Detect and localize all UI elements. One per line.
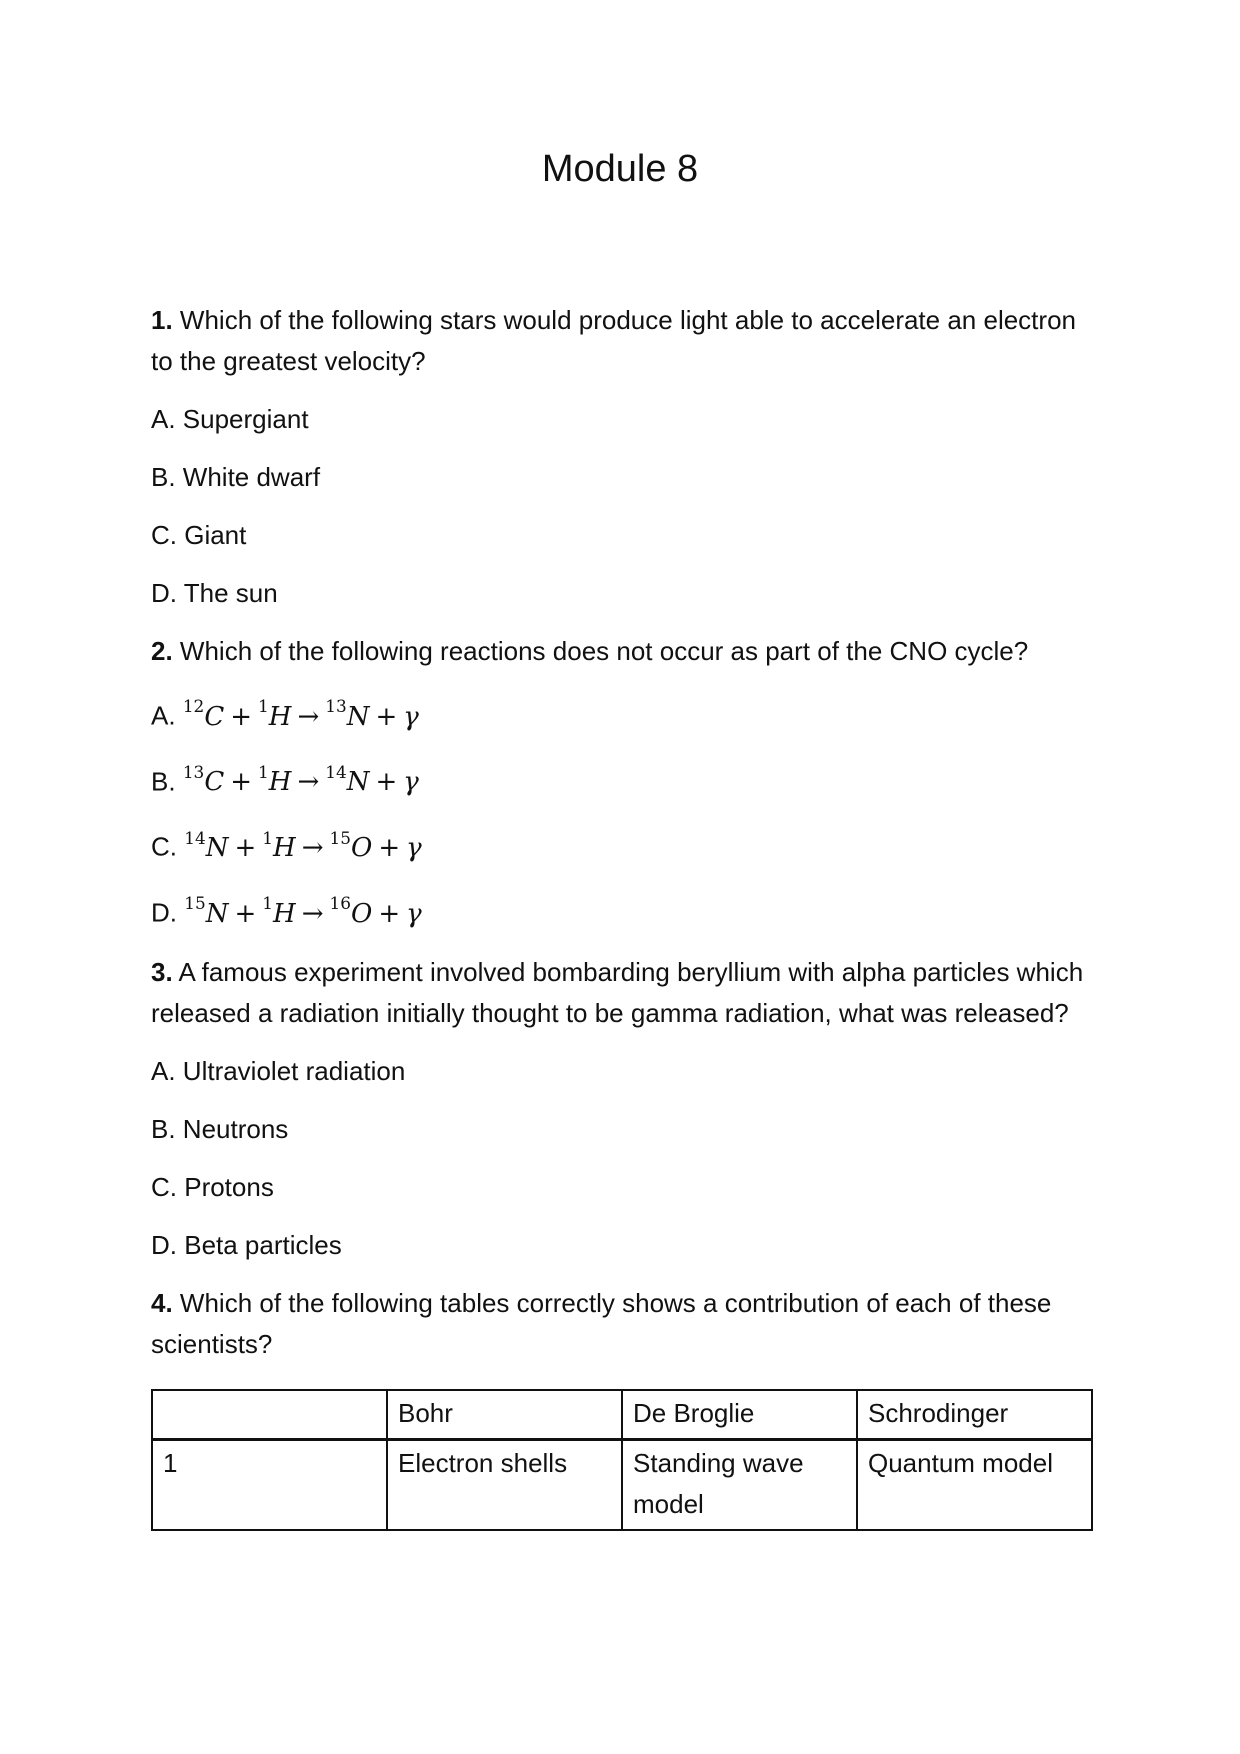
table-cell: Electron shells	[387, 1439, 622, 1530]
option-2c	[151, 820, 1091, 869]
question-1	[151, 300, 1091, 382]
option-2b	[151, 755, 1091, 804]
reaction-equation: $^{15}$N + $^1$H → $^{16}$O + γ	[184, 893, 422, 929]
option-1b: B. White dwarf	[151, 462, 321, 492]
table-cell: 1	[152, 1439, 387, 1530]
question-text: Which of the following tables correctly shows a contribution of each of these scientists?	[151, 1287, 1052, 1359]
question-text: Which of the following stars would produce light able to accelerate an electron to the greatest velocity?	[151, 305, 1076, 376]
table-header-cell: De Broglie	[622, 1390, 857, 1440]
page-title: Module 8	[541, 148, 699, 190]
option-label: A.	[151, 700, 176, 731]
option-1a: A. Supergiant	[151, 404, 309, 434]
table-header-cell	[152, 1390, 387, 1440]
question-list	[151, 300, 1091, 1531]
option-3d: D. Beta particles	[151, 1229, 342, 1260]
question-number: 2.	[151, 636, 173, 666]
table-cell: Quantum model	[857, 1439, 1092, 1530]
question-text: A famous experiment involved bombarding beryllium with alpha particles which released a radiation initially thought to be gamma radiation, what was released?	[151, 956, 1084, 1028]
option-3a: A. Ultraviolet radiation	[151, 1055, 406, 1086]
question-3	[151, 952, 1091, 1034]
table-row	[152, 1439, 1092, 1530]
reaction-equation: $^{13}$C + $^1$H → $^{14}$N + γ	[182, 762, 419, 798]
question-text: Which of the following reactions does not occur as part of the CNO cycle?	[179, 636, 1029, 666]
option-1d: D. The sun	[151, 578, 278, 608]
table-header-cell: Bohr	[387, 1390, 622, 1440]
reaction-equation: $^{14}$N + $^1$H → $^{15}$O + γ	[184, 827, 422, 863]
option-1c: C. Giant	[151, 520, 247, 550]
option-label: C.	[151, 831, 177, 862]
reaction-equation: $^{12}$C + $^1$H → $^{13}$N + γ	[182, 696, 419, 732]
table-header-row	[152, 1390, 1092, 1440]
option-2d	[151, 886, 1091, 935]
option-3c: C. Protons	[151, 1171, 274, 1202]
option-2a	[151, 689, 1091, 738]
question-4	[151, 1283, 1091, 1365]
option-label: D.	[151, 897, 177, 928]
question-number: 1.	[151, 305, 173, 335]
table-cell: Standing wave model	[622, 1439, 857, 1530]
question-number: 4.	[151, 1287, 173, 1318]
option-label: B.	[151, 766, 176, 797]
question-2	[151, 631, 1091, 672]
question-number: 3.	[151, 956, 173, 987]
option-3b: B. Neutrons	[151, 1113, 289, 1144]
table-header-cell: Schrodinger	[857, 1390, 1092, 1440]
scientists-table	[151, 1389, 1093, 1531]
